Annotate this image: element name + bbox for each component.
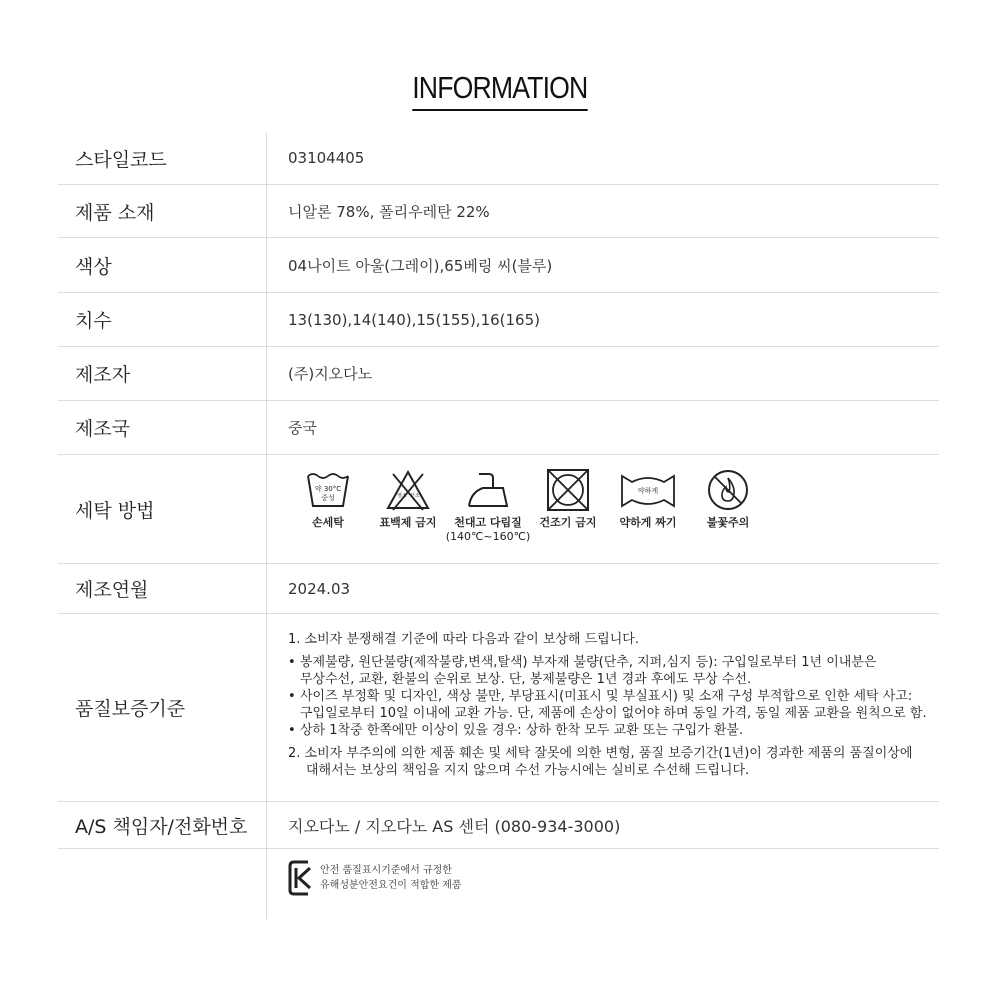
value-date: 2024.03 [288, 579, 351, 598]
row-kc [58, 849, 939, 919]
quality-p2-cont: 대해서는 보상의 책임을 지지 않으며 수선 가능시에는 실비로 수선해 드립니다. [306, 763, 750, 778]
no-bleach-icon [385, 468, 431, 512]
kc-line-1: 안전 품질표시기준에서 규정한 [320, 865, 452, 876]
hand-wash-label: 손세탁 [312, 515, 344, 529]
row-as [58, 802, 939, 849]
label-material: 제품 소재 [58, 185, 267, 237]
washing-icons [267, 455, 939, 563]
gentle-wring-inner: 약하게 [637, 486, 659, 495]
quality-bullet-2-cont: 구입일로부터 10일 이내에 교환 가능. 단, 제품에 손상이 없어야 하며 동일 가격, 동일 제품 교환을 원칙으로 함. [300, 706, 927, 721]
hand-wash-detergent: 중성 [321, 493, 335, 502]
value-country: 중국 [288, 419, 317, 437]
no-bleach-label: 표백제 금지 [379, 515, 437, 529]
no-tumble-dry-label: 건조기 금지 [539, 515, 597, 529]
quality-p1: 1. 소비자 분쟁해결 기준에 따라 다음과 같이 보상해 드립니다. [288, 632, 639, 647]
row-quality [58, 614, 939, 802]
page-title [0, 70, 1000, 111]
label-washing: 세탁 방법 [58, 455, 267, 563]
wash-item [608, 468, 688, 530]
quality-bullet-2: • 사이즈 부정확 및 디자인, 색상 불만, 부당표시(미표시 및 부실표시) 및 소재 구성 부적합으로 인한 세탁 사고: [288, 688, 939, 705]
row-washing [58, 455, 939, 564]
label-country: 제조국 [58, 401, 267, 454]
kc-cert [267, 849, 939, 919]
quality-bullet-3: • 상하 1착중 한쪽에만 이상이 있을 경우: 상하 한착 모두 교환 또는 구입가 환불. [288, 722, 939, 739]
label-style-code: 스타일코드 [58, 132, 267, 184]
hand-wash-icon [305, 468, 351, 512]
value-maker: (주)지오다노 [288, 365, 373, 383]
iron-temp: (140℃~160℃) [445, 529, 531, 543]
gentle-wring-icon [618, 468, 678, 512]
kc-line-2: 유해성분안전요건이 적합한 제품 [320, 880, 462, 891]
row-style-code [58, 132, 939, 185]
row-size [58, 293, 939, 347]
fire-caution-label: 불꽃주의 [706, 515, 750, 529]
label-date: 제조연월 [58, 564, 267, 613]
iron-label: 천대고 다림질 [454, 515, 522, 529]
row-color [58, 238, 939, 293]
wash-item [288, 468, 368, 530]
label-kc-empty [58, 849, 267, 919]
info-table [58, 132, 939, 919]
wash-item [445, 468, 531, 543]
kc-mark-icon [288, 859, 314, 897]
no-tumble-dry-icon [545, 468, 591, 512]
label-quality: 품질보증기준 [58, 614, 267, 801]
no-bleach-oxygen: 산소 [410, 492, 420, 499]
value-color: 04나이트 아울(그레이),65베링 씨(블루) [288, 256, 553, 275]
label-maker: 제조자 [58, 347, 267, 400]
value-style-code: 03104405 [288, 149, 365, 167]
no-bleach-chlorine: 염소 [397, 492, 407, 499]
row-maker [58, 347, 939, 401]
gentle-wring-label: 약하게 짜기 [619, 515, 677, 529]
title-text: INFORMATION [412, 70, 587, 111]
wash-item [688, 468, 768, 530]
label-color: 색상 [58, 238, 267, 292]
wash-item [528, 468, 608, 530]
row-date [58, 564, 939, 614]
row-country [58, 401, 939, 455]
label-as: A/S 책임자/전화번호 [58, 802, 267, 848]
quality-text [267, 614, 939, 801]
value-as: 지오다노 / 지오다노 AS 센터 (080-934-3000) [288, 816, 621, 836]
value-material: 니알론 78%, 폴리우레탄 22% [288, 202, 490, 221]
iron-icon [465, 468, 511, 512]
row-material [58, 185, 939, 238]
quality-p2: 2. 소비자 부주의에 의한 제품 훼손 및 세탁 잘못에 의한 변형, 품질 보증기간(1년)이 경과한 제품의 품질이상에 [288, 746, 913, 761]
hand-wash-temp: 약 30°C [314, 484, 342, 493]
quality-bullet-1-cont: 무상수선, 교환, 환불의 순위로 보상. 단, 봉제불량은 1년 경과 후에도 무상 수선. [300, 672, 752, 687]
value-size: 13(130),14(140),15(155),16(165) [288, 310, 540, 329]
quality-bullet-1: • 봉제불량, 원단불량(제작불량,변색,탈색) 부자재 불량(단추, 지퍼,심지 등): 구입일로부터 1년 이내분은 [288, 654, 939, 671]
label-size: 치수 [58, 293, 267, 346]
fire-caution-icon [705, 468, 751, 512]
wash-item [368, 468, 448, 530]
